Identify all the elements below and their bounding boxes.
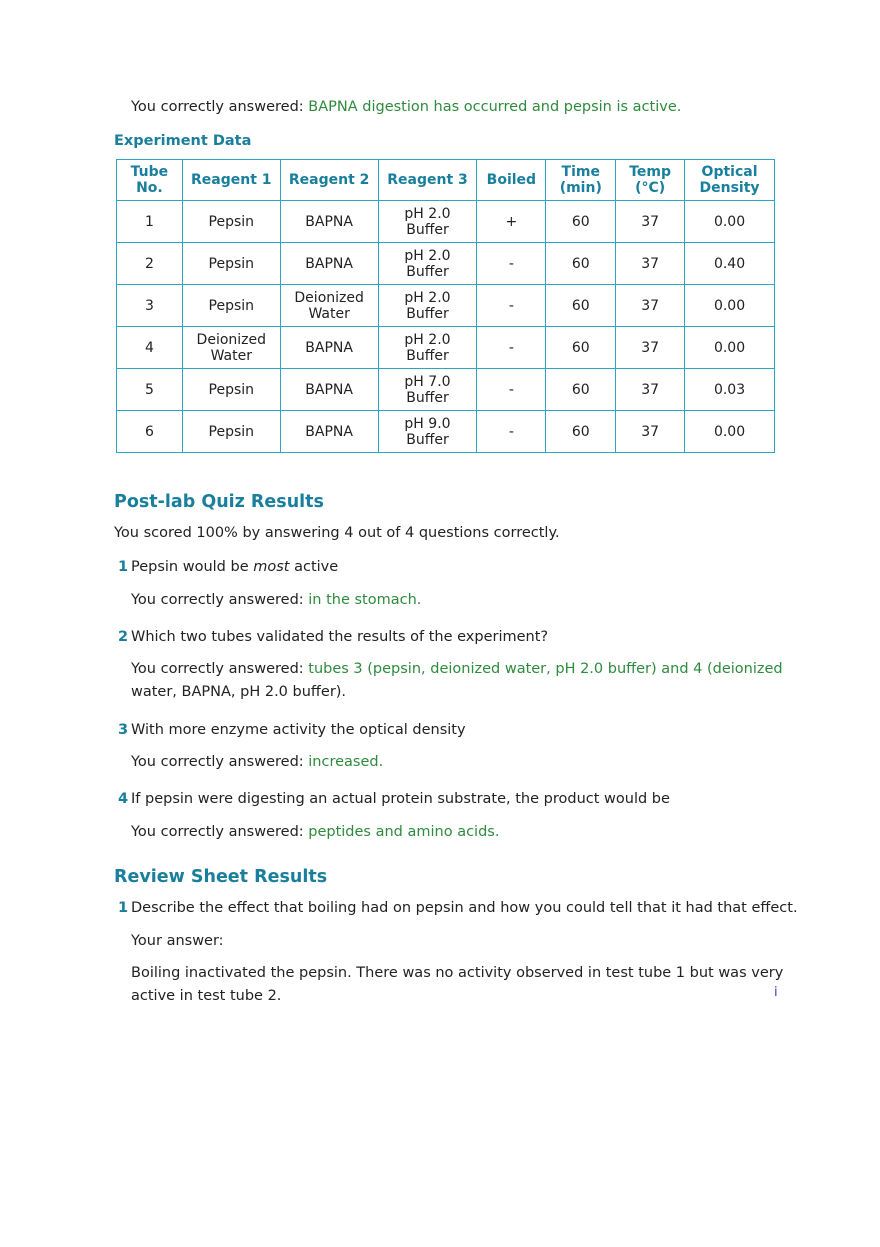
cell-text: pH 2.0 <box>404 205 451 222</box>
quiz-q2-answer-cont: water, BAPNA, pH 2.0 buffer). <box>131 684 347 700</box>
header-text: (min) <box>559 180 602 196</box>
cell-text: BAPNA <box>305 213 353 230</box>
table-cell <box>117 327 183 369</box>
cell-text: Buffer <box>406 221 449 238</box>
table-header-cell <box>378 160 477 201</box>
table-row <box>117 285 775 327</box>
table-cell <box>378 369 477 411</box>
table-cell <box>378 411 477 453</box>
answer-text: tubes 3 (pepsin, deionized water, pH 2.0 buffer) and 4 (deionized <box>308 661 783 677</box>
table-cell <box>477 201 546 243</box>
table-cell <box>616 243 685 285</box>
quiz-q1-question <box>131 556 338 579</box>
table-row <box>117 411 775 453</box>
table-header-row <box>117 160 775 201</box>
side-mark: i <box>774 985 778 1000</box>
table-cell <box>280 327 378 369</box>
table-header-cell <box>280 160 378 201</box>
header-text: No. <box>136 180 163 196</box>
table-cell <box>546 285 616 327</box>
header-text: Reagent 3 <box>387 172 468 188</box>
table-row <box>117 369 775 411</box>
table-cell <box>117 411 183 453</box>
cell-text: 0.00 <box>713 339 746 356</box>
cell-text: 2 <box>144 255 154 272</box>
cell-text: Water <box>210 347 252 364</box>
cell-text: BAPNA <box>305 423 353 440</box>
cell-text: Buffer <box>406 431 449 448</box>
experiment-data-table <box>116 159 775 453</box>
header-text: (°C) <box>635 180 666 196</box>
answer-prefix: You correctly answered: <box>131 754 304 770</box>
table-cell <box>378 243 477 285</box>
review-answer-line1: Boiling inactivated the pepsin. There was no activity observed in test tube 1 but was very <box>131 965 784 981</box>
answer-prefix: You correctly answered: <box>131 824 304 840</box>
answer-text: BAPNA digestion has occurred and pepsin is active. <box>308 99 682 115</box>
table-cell <box>685 201 775 243</box>
cell-text: 60 <box>571 297 590 314</box>
table-cell <box>616 327 685 369</box>
table-cell <box>477 327 546 369</box>
header-text: Tube <box>130 164 169 180</box>
table-cell <box>546 327 616 369</box>
cell-text: Buffer <box>406 263 449 280</box>
cell-text: 6 <box>144 423 154 440</box>
header-text: Time <box>561 164 600 180</box>
table-header-cell <box>546 160 616 201</box>
cell-text: Water <box>308 305 350 322</box>
q1-text-after: active <box>294 559 339 575</box>
quiz-score: You scored 100% by answering 4 out of 4 questions correctly. <box>114 525 560 541</box>
quiz-q1-number: 1 <box>118 559 129 575</box>
cell-text: 4 <box>144 339 154 356</box>
cell-text: BAPNA <box>305 339 353 356</box>
cell-text: 1 <box>144 213 154 230</box>
table-cell <box>616 201 685 243</box>
table-cell <box>117 285 183 327</box>
cell-text: Pepsin <box>208 255 255 272</box>
cell-text: pH 9.0 <box>404 415 451 432</box>
table-cell <box>685 369 775 411</box>
cell-text: Buffer <box>406 305 449 322</box>
table-cell <box>182 411 280 453</box>
quiz-q2-answer <box>131 658 783 681</box>
table-cell <box>477 243 546 285</box>
table-cell <box>546 243 616 285</box>
table-cell <box>546 201 616 243</box>
cell-text: Deionized <box>294 289 364 306</box>
cell-text: 60 <box>571 255 590 272</box>
header-text: Density <box>699 180 760 196</box>
table-cell <box>378 201 477 243</box>
table-cell <box>546 369 616 411</box>
cell-text: 37 <box>641 255 660 272</box>
table-cell <box>117 243 183 285</box>
cell-text: Deionized <box>196 331 267 348</box>
cell-text: Pepsin <box>208 213 255 230</box>
review-q1-number: 1 <box>118 900 129 916</box>
cell-text: 37 <box>641 423 660 440</box>
top-answer <box>131 96 681 119</box>
cell-text: Buffer <box>406 389 449 406</box>
table-cell <box>182 243 280 285</box>
cell-text: Pepsin <box>208 423 255 440</box>
table-row <box>117 243 775 285</box>
answer-text: increased. <box>308 754 384 770</box>
cell-text: - <box>508 339 514 356</box>
cell-text: 0.40 <box>713 255 746 272</box>
cell-text: pH 2.0 <box>404 247 451 264</box>
table-cell <box>685 327 775 369</box>
cell-text: + <box>505 213 518 230</box>
table-cell <box>182 285 280 327</box>
cell-text: Buffer <box>406 347 449 364</box>
cell-text: pH 2.0 <box>404 331 451 348</box>
cell-text: - <box>508 423 514 440</box>
table-cell <box>117 201 183 243</box>
cell-text: BAPNA <box>305 255 353 272</box>
cell-text: Pepsin <box>208 381 255 398</box>
table-cell <box>280 285 378 327</box>
table-header-cell <box>685 160 775 201</box>
cell-text: 37 <box>641 381 660 398</box>
table-row <box>117 327 775 369</box>
cell-text: 0.03 <box>713 381 746 398</box>
table-cell <box>280 243 378 285</box>
table-cell <box>378 285 477 327</box>
cell-text: 60 <box>571 423 590 440</box>
table-cell <box>616 369 685 411</box>
cell-text: 3 <box>144 297 154 314</box>
table-header-cell <box>616 160 685 201</box>
answer-prefix: You correctly answered: <box>131 99 304 115</box>
cell-text: pH 7.0 <box>404 373 451 390</box>
quiz-q3-answer <box>131 751 383 774</box>
answer-prefix: You correctly answered: <box>131 661 304 677</box>
header-text: Optical <box>701 164 758 180</box>
cell-text: 60 <box>571 339 590 356</box>
answer-prefix: You correctly answered: <box>131 592 304 608</box>
table-cell <box>616 285 685 327</box>
q1-text-emphasis: most <box>253 559 290 575</box>
cell-text: 0.00 <box>713 297 746 314</box>
cell-text: 5 <box>144 381 154 398</box>
table-row <box>117 201 775 243</box>
answer-text: peptides and amino acids. <box>308 824 500 840</box>
experiment-data-title: Experiment Data <box>114 133 252 149</box>
table-cell <box>182 327 280 369</box>
table-cell <box>616 411 685 453</box>
quiz-q3-number: 3 <box>118 722 129 738</box>
header-text: Temp <box>629 164 672 180</box>
review-title: Review Sheet Results <box>114 867 328 887</box>
cell-text: 0.00 <box>713 423 746 440</box>
table-header-cell <box>117 160 183 201</box>
quiz-q4-number: 4 <box>118 791 129 807</box>
cell-text: - <box>508 381 514 398</box>
header-text: Boiled <box>486 172 537 188</box>
table-body <box>117 201 775 453</box>
table-cell <box>685 285 775 327</box>
quiz-q4-question: If pepsin were digesting an actual protein substrate, the product would be <box>131 791 670 807</box>
cell-text: 60 <box>571 381 590 398</box>
cell-text: Pepsin <box>208 297 255 314</box>
table-cell <box>117 369 183 411</box>
table-cell <box>477 369 546 411</box>
table-cell <box>280 201 378 243</box>
cell-text: 37 <box>641 339 660 356</box>
cell-text: BAPNA <box>305 381 353 398</box>
table-cell <box>546 411 616 453</box>
cell-text: - <box>508 297 514 314</box>
table-cell <box>280 411 378 453</box>
cell-text: 60 <box>571 213 590 230</box>
header-text: Reagent 1 <box>191 172 272 188</box>
table-cell <box>182 369 280 411</box>
quiz-q2-question: Which two tubes validated the results of the experiment? <box>131 629 549 645</box>
cell-text: 37 <box>641 297 660 314</box>
quiz-q2-number: 2 <box>118 629 129 645</box>
table-cell <box>182 201 280 243</box>
quiz-q1-answer <box>131 589 421 612</box>
review-your-answer-label: Your answer: <box>131 933 224 949</box>
table-cell <box>477 285 546 327</box>
quiz-q3-question: With more enzyme activity the optical density <box>131 722 466 738</box>
table-header-cell <box>182 160 280 201</box>
cell-text: 0.00 <box>713 213 746 230</box>
table-cell <box>378 327 477 369</box>
review-answer-line2: active in test tube 2. <box>131 988 282 1004</box>
table-cell <box>477 411 546 453</box>
cell-text: pH 2.0 <box>404 289 451 306</box>
table-cell <box>685 411 775 453</box>
review-q1-question: Describe the effect that boiling had on pepsin and how you could tell that it had that effect. <box>131 900 798 916</box>
table-cell <box>280 369 378 411</box>
q1-text-before: Pepsin would be <box>131 559 249 575</box>
cell-text: - <box>508 255 514 272</box>
table-header-cell <box>477 160 546 201</box>
table-cell <box>685 243 775 285</box>
quiz-title: Post-lab Quiz Results <box>114 492 324 512</box>
header-text: Reagent 2 <box>288 172 370 188</box>
quiz-q4-answer <box>131 821 499 844</box>
answer-text: in the stomach. <box>308 592 422 608</box>
cell-text: 37 <box>641 213 660 230</box>
